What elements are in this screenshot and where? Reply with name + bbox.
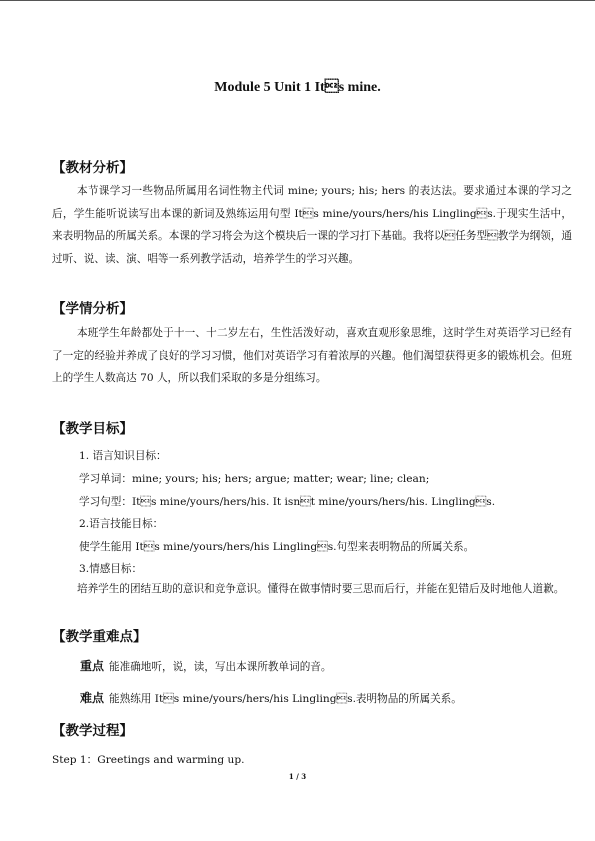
key-point-label: 重点 <box>80 659 105 673</box>
section-heading-key-points: 【教学重难点】 <box>52 629 147 645</box>
students-paragraph: 本班学生年龄都处于十一、十二岁左右，生性活泼好动，喜欢直观形象思维，这时学生对英语学习已经有了一定的经验并养成了良好的学习习惯，他们对英语学习有着浓厚的兴趣。他们渴望获得更多的锻炼机会。但班上的学生人数高达 70 人，所以我们采取的多是分组练习。 <box>52 327 572 384</box>
difficult-point-text: 能熟练用 Its mine/yours/hers/his Linglings.表明物品的所属关系。 <box>109 693 462 705</box>
page-number: 1 / 3 <box>288 772 307 781</box>
analysis-paragraph: 本节课学习一些物品所属用名词性物主代词 mine; yours; his; hers 的表达法。要求通过本课的学习之后，学生能听说读写出本课的新词及熟练运用句型 Its mine/yours/hers/his Linglings.于现实生活中，来表明物品的所属关系。本课的学习将会为这个模块后一课的学习打下基础。我将以任务型教学为纲领，通过听、说、读、演、唱等一系列教学活动，培养学生的学习兴趣。 <box>52 185 572 265</box>
difficult-point-label: 难点 <box>80 691 105 705</box>
goal-3-heading: 3.情感目标： <box>79 563 143 575</box>
section-heading-process: 【教学过程】 <box>52 723 133 739</box>
key-point-text: 能准确地听，说，读，写出本课所教单词的音。 <box>109 661 332 673</box>
goal-2-text: 使学生能用 Its mine/yours/hers/his Linglings.句型来表明物品的所属关系。 <box>79 541 475 553</box>
document-title: Module 5 Unit 1 Its mine. <box>214 80 381 95</box>
difficult-point-row <box>80 689 462 706</box>
goal-2-heading: 2.语言技能目标： <box>79 518 164 530</box>
step-1-line: Step 1：Greetings and warming up. <box>52 754 245 766</box>
goal-1-heading: 1. 语言知识目标： <box>79 450 167 462</box>
page-top-rule <box>0 0 595 1</box>
goal-3-text: 培养学生的团结互助的意识和竞争意识。懂得在做事情时要三思而后行，并能在犯错后及时地他人道歉。 <box>77 583 565 595</box>
section-heading-goals: 【教学目标】 <box>52 421 133 437</box>
section-heading-analysis: 【教材分析】 <box>52 160 133 176</box>
key-point-row <box>80 657 331 674</box>
goal-1-sentences: 学习句型：Its mine/yours/hers/his. It isnt mine/yours/hers/his. Linglings. <box>79 496 496 508</box>
section-heading-students: 【学情分析】 <box>52 301 133 317</box>
goal-1-words: 学习单词：mine; yours; his; hers; argue; matter; wear; line; clean; <box>79 473 430 485</box>
